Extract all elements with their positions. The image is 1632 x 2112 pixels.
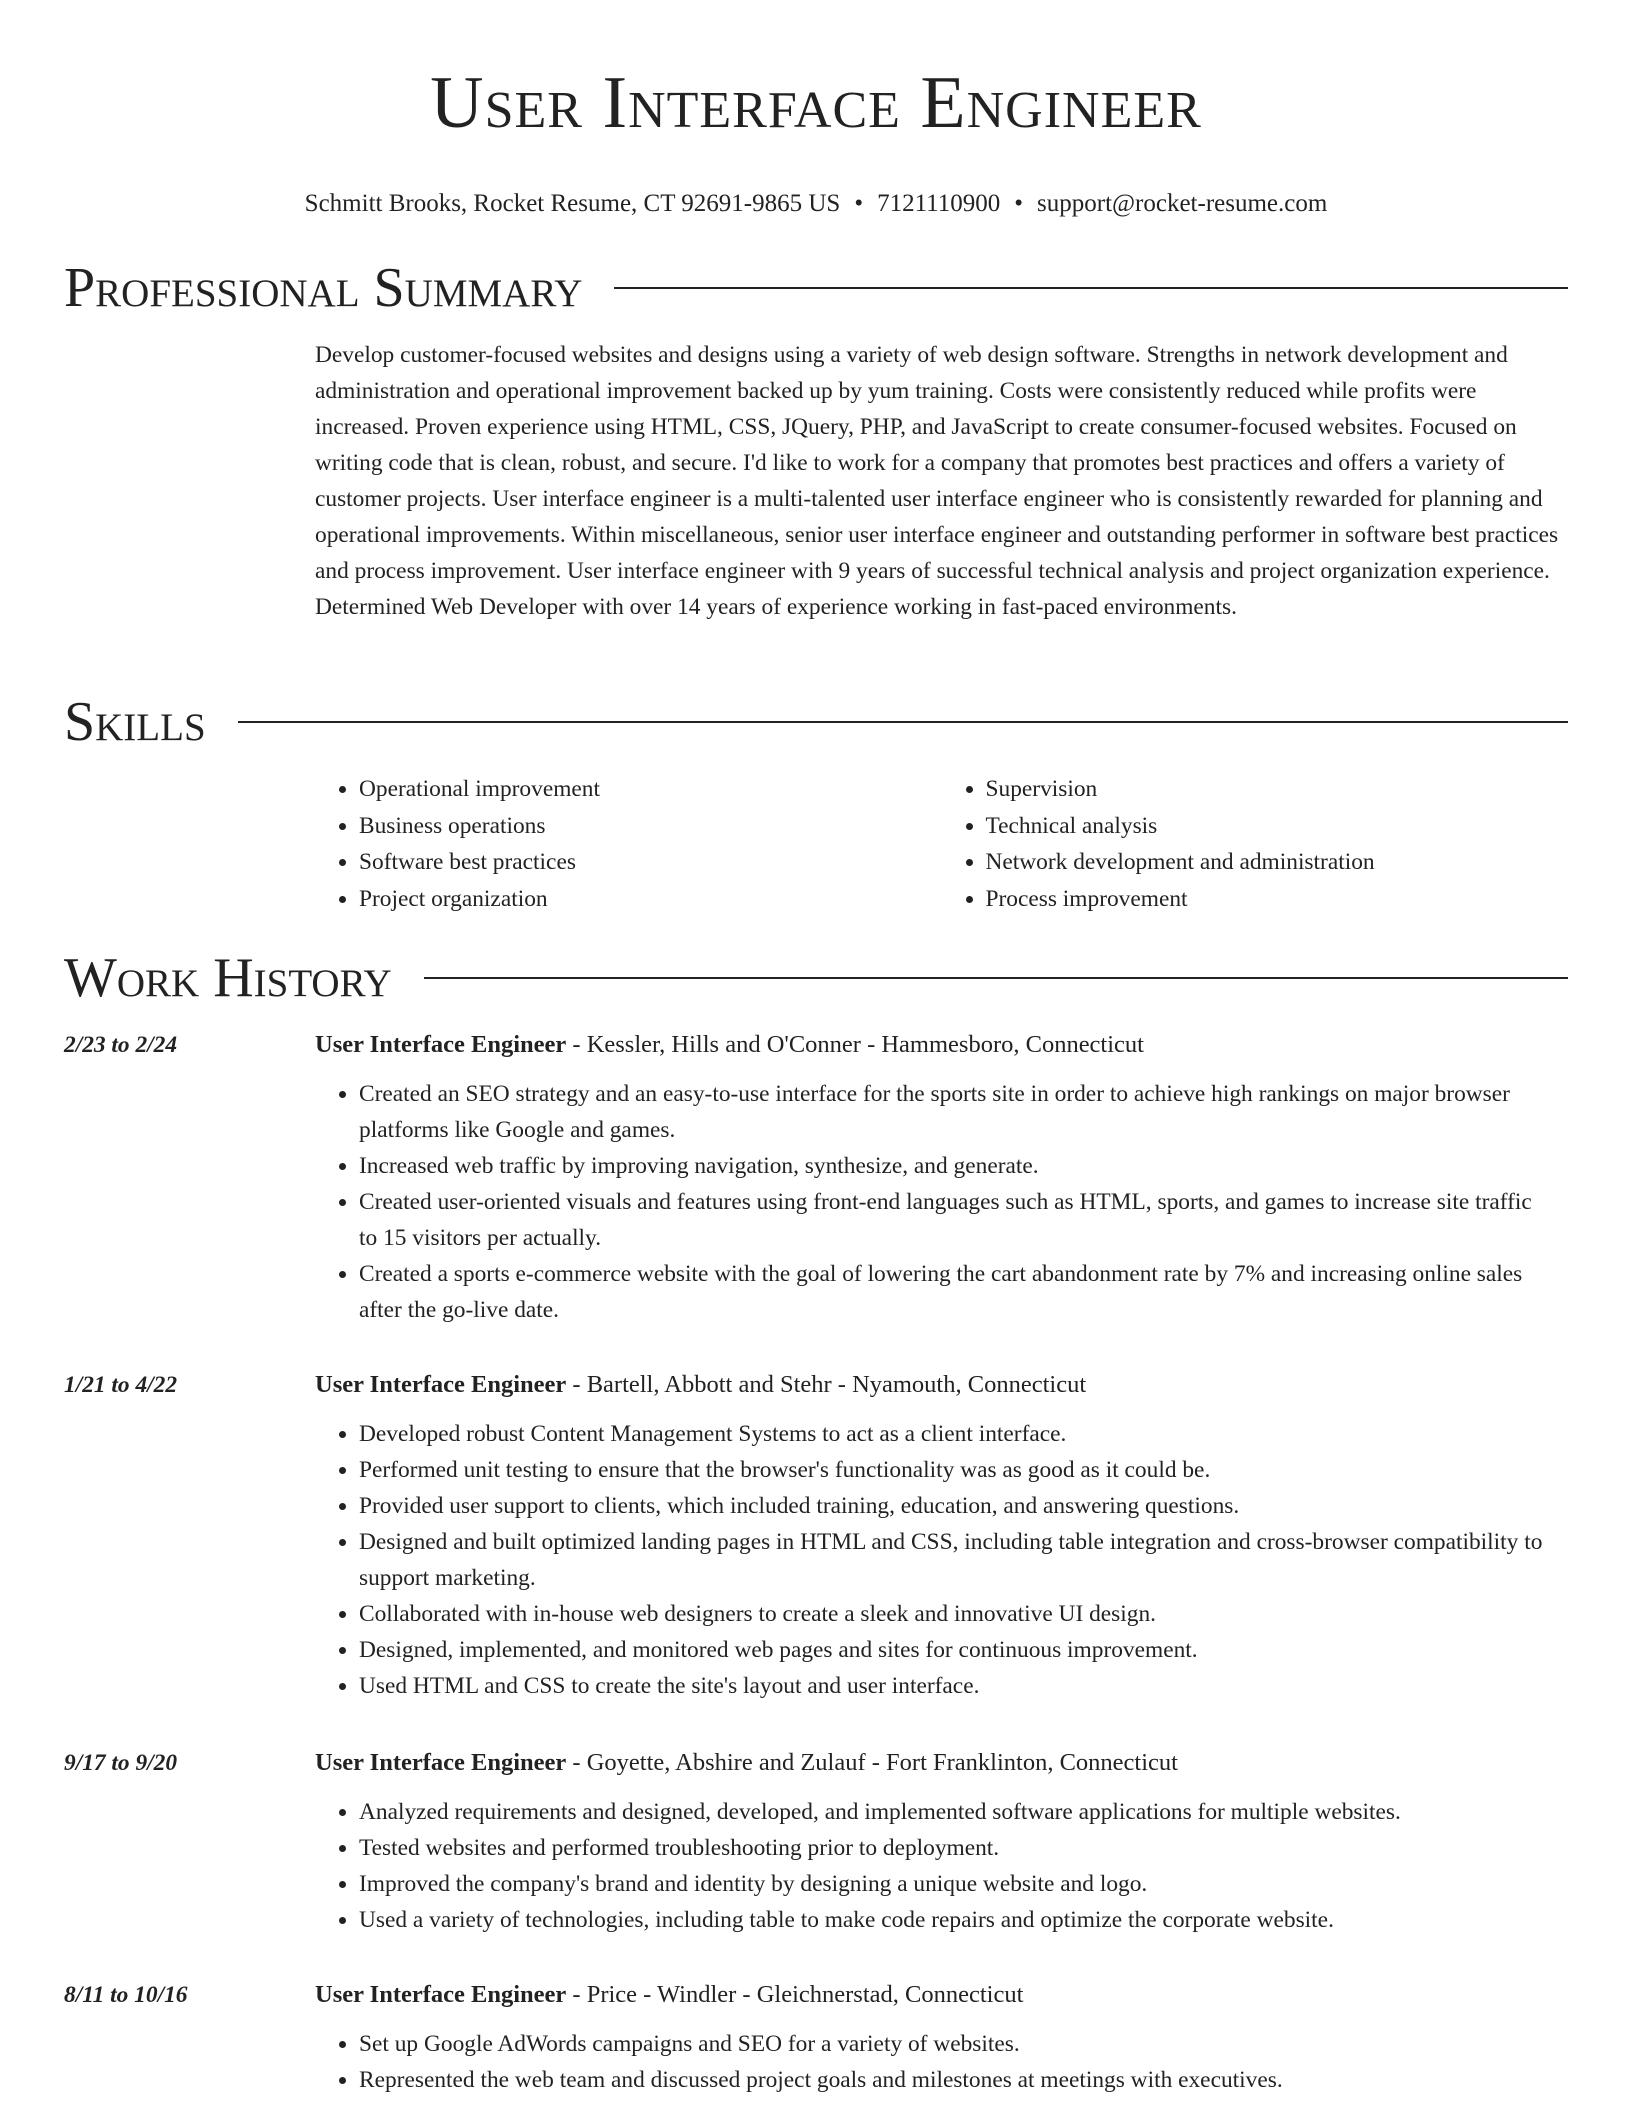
job-bullets xyxy=(315,1076,1568,1328)
job-bullet: • Created user-oriented visuals and features using front-end languages such as HTML, sports, and games to increase site traffic to 15 visitors per actually. xyxy=(359,1184,1568,1256)
skill-item: • Business operations xyxy=(359,808,942,845)
job-bullet: • Designed and built optimized landing pages in HTML and CSS, including table integration and cross-browser compatibility to support marketing. xyxy=(359,1524,1568,1596)
job-bullet: • Performed unit testing to ensure that the browser's functionality was as good as it could be. xyxy=(359,1452,1568,1488)
section-divider xyxy=(614,287,1568,289)
skill-item: • Operational improvement xyxy=(359,771,942,808)
job-role: User Interface Engineer xyxy=(315,1749,567,1776)
job-details: - Goyette, Abshire and Zulauf - Fort Franklinton, Connecticut xyxy=(566,1749,1178,1776)
section-divider xyxy=(238,721,1568,723)
summary-section-header xyxy=(64,256,1568,320)
job-bullets xyxy=(315,2026,1568,2098)
contact-separator: • xyxy=(1014,190,1024,217)
job-title-line xyxy=(315,1745,1178,1781)
job-title-line xyxy=(315,1027,1144,1063)
job-dates: 1/21 to 4/22 xyxy=(64,1372,178,1398)
skill-item: • Project organization xyxy=(359,881,942,918)
contact-line xyxy=(64,188,1568,220)
job-details: - Kessler, Hills and O'Conner - Hammesboro, Connecticut xyxy=(566,1031,1144,1058)
job-role: User Interface Engineer xyxy=(315,1371,567,1398)
job-role: User Interface Engineer xyxy=(315,1031,567,1058)
job-bullet: • Created an SEO strategy and an easy-to-use interface for the sports site in order to achieve high rankings on major browser platforms like Google and games. xyxy=(359,1076,1568,1148)
job-bullet: • Set up Google AdWords campaigns and SEO for a variety of websites. xyxy=(359,2026,1568,2062)
job-bullet: • Improved the company's brand and identity by designing a unique website and logo. xyxy=(359,1866,1568,1902)
skills-column-right xyxy=(942,771,1569,917)
job-title-line xyxy=(315,1977,1023,2013)
job-bullet: • Collaborated with in-house web designers to create a sleek and innovative UI design. xyxy=(359,1596,1568,1632)
job-details: - Price - Windler - Gleichnerstad, Connecticut xyxy=(566,1981,1024,2008)
job-bullets xyxy=(315,1416,1568,1704)
skills-heading: Skills xyxy=(64,691,206,753)
job-bullet: • Provided user support to clients, which included training, education, and answering questions. xyxy=(359,1488,1568,1524)
work-heading: Work History xyxy=(64,947,392,1009)
job-bullets xyxy=(315,1794,1568,1938)
job-dates: 2/23 to 2/24 xyxy=(64,1032,178,1058)
contact-address: Schmitt Brooks, Rocket Resume, CT 92691-9865 US xyxy=(304,190,841,217)
skill-item: • Supervision xyxy=(986,771,1569,808)
resume-page xyxy=(64,0,1568,2093)
skill-item: • Software best practices xyxy=(359,844,942,881)
summary-heading: Professional Summary xyxy=(64,257,583,319)
resume-title: User Interface Engineer xyxy=(430,62,1202,144)
contact-email: support@rocket-resume.com xyxy=(1037,190,1328,217)
job-bullet: • Used HTML and CSS to create the site's layout and user interface. xyxy=(359,1668,1568,1704)
job-bullet: • Increased web traffic by improving navigation, synthesize, and generate. xyxy=(359,1148,1568,1184)
skills-list xyxy=(315,771,1568,917)
job-bullet: • Represented the web team and discussed project goals and milestones at meetings with executives. xyxy=(359,2062,1568,2098)
job-bullet: • Developed robust Content Management Systems to act as a client interface. xyxy=(359,1416,1568,1452)
contact-phone: 7121110900 xyxy=(877,190,1001,217)
skill-item: • Technical analysis xyxy=(986,808,1569,845)
skill-item: • Process improvement xyxy=(986,881,1569,918)
summary-text: Develop customer-focused websites and designs using a variety of web design software. Strengths in network development and administration and operational improvement backed up by yum training. Costs were consistently reduced while profits were increased. Proven experience using HTML, CSS, JQuery, PHP, and JavaScript to create consumer-focused websites. Focused on writing code that is clean, robust, and secure. I'd like to work for a company that promotes best practices and offers a variety of customer projects. User interface engineer is a multi-talented user interface engineer who is consistently rewarded for planning and operational improvements. Within miscellaneous, senior user interface engineer and outstanding performer in software best practices and process improvement. User interface engineer with 9 years of successful technical analysis and project organization experience. Determined Web Developer with over 14 years of experience working in fast-paced environments. xyxy=(315,342,1559,620)
job-role: User Interface Engineer xyxy=(315,1981,567,2008)
job-title-line xyxy=(315,1367,1086,1403)
skills-section-header xyxy=(64,690,1568,754)
section-divider xyxy=(424,977,1568,979)
job-dates: 9/17 to 9/20 xyxy=(64,1750,178,1776)
skill-item: • Network development and administration xyxy=(986,844,1569,881)
job-dates: 8/11 to 10/16 xyxy=(64,1982,188,2008)
job-bullet: • Created a sports e-commerce website with the goal of lowering the cart abandonment rate by 7% and increasing online sales after the go-live date. xyxy=(359,1256,1568,1328)
job-bullet: • Designed, implemented, and monitored web pages and sites for continuous improvement. xyxy=(359,1632,1568,1668)
job-bullet: • Used a variety of technologies, including table to make code repairs and optimize the corporate website. xyxy=(359,1902,1568,1938)
job-details: - Bartell, Abbott and Stehr - Nyamouth, Connecticut xyxy=(566,1371,1087,1398)
skills-column-left xyxy=(315,771,942,917)
job-bullet: • Analyzed requirements and designed, developed, and implemented software applications for multiple websites. xyxy=(359,1794,1568,1830)
contact-separator: • xyxy=(854,190,864,217)
job-bullet: • Tested websites and performed troubleshooting prior to deployment. xyxy=(359,1830,1568,1866)
work-section-header xyxy=(64,946,1568,1010)
